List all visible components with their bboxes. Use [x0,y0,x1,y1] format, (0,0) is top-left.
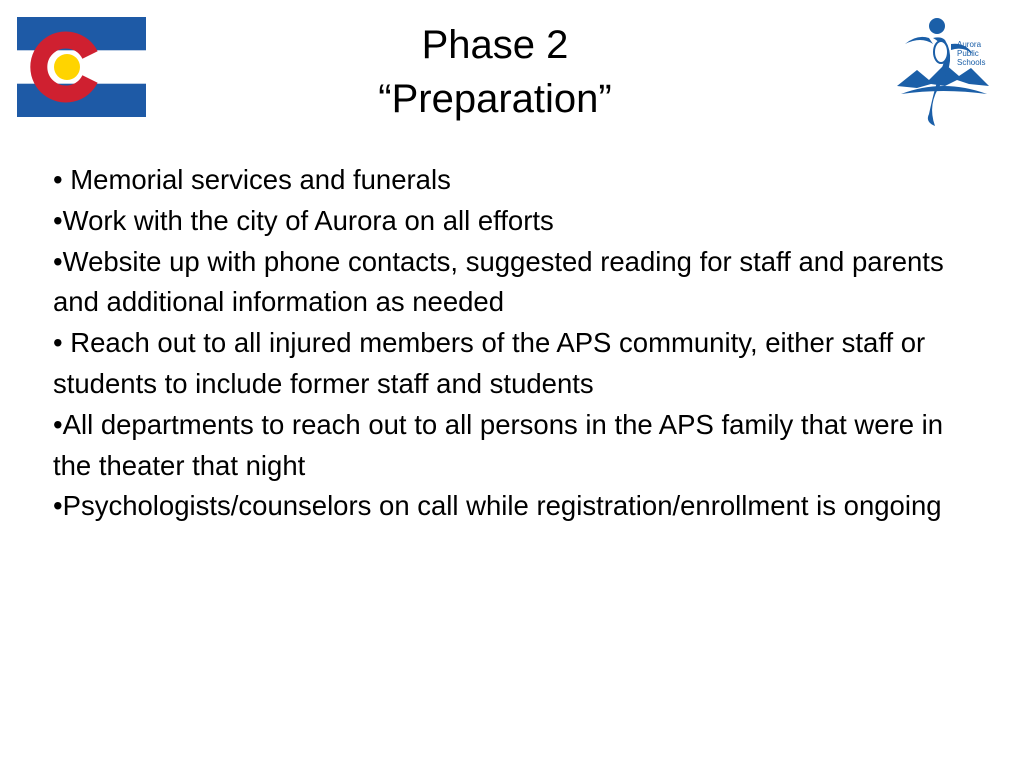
bullet-item: • Memorial services and funerals [53,164,451,195]
aurora-public-schools-logo-icon [895,14,991,128]
bullet-item: • Reach out to all injured members of the APS community, either staff or students to include former staff and students [53,327,926,399]
title-line-phase: Phase 2 [421,23,569,67]
bullet-item: •All departments to reach out to all persons in the APS family that were in the theater that night [53,408,944,481]
logo-text-schools: Schools [957,58,986,67]
bullet-item: •Work with the city of Aurora on all efforts [53,204,554,236]
bullet-list [53,160,983,527]
logo-text-aurora: Aurora [957,40,982,49]
logo-text-public: Public [957,49,979,58]
title-line-preparation: “Preparation” [378,77,612,121]
bullet-item: •Website up with phone contacts, suggested reading for staff and parents and additional information as needed [53,245,944,318]
bullet-item: •Psychologists/counselors on call while registration/enrollment is ongoing [53,490,942,522]
slide-title [0,18,990,126]
